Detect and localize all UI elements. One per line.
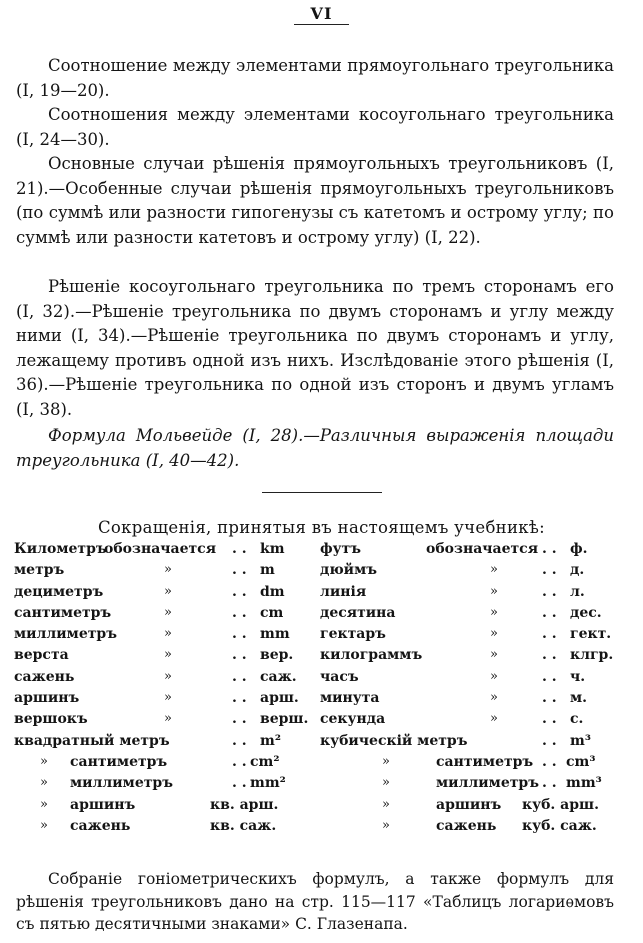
ditto-mark: »: [40, 796, 48, 812]
ditto-mark: »: [164, 690, 172, 706]
paragraph-oblique-triangle-relations: Соотношения между элементами косоугольнаго треугольника (I, 24—30).: [16, 105, 614, 149]
ditto-mark: »: [164, 626, 172, 642]
dots: . .: [232, 668, 247, 685]
unit-abbr: m²: [260, 732, 281, 749]
unit-name: метръ: [14, 562, 65, 579]
page-number: VI: [0, 4, 643, 23]
abbr-row: [14, 647, 619, 668]
unit-abbr: куб. арш.: [522, 796, 599, 813]
abbr-subrow: [14, 797, 619, 818]
dots: . .: [542, 690, 557, 707]
unit-abbr: dm: [260, 583, 285, 600]
abbr-row: [14, 690, 619, 711]
verb-label: обозначается: [426, 541, 539, 557]
unit-abbr: cm: [260, 604, 284, 621]
dots: . .: [542, 732, 557, 749]
ditto-mark: »: [490, 626, 498, 642]
square-metre-label: квадратный метръ: [14, 732, 170, 749]
unit-abbr: м.: [570, 690, 588, 707]
dots: . .: [232, 647, 247, 664]
dots: . .: [542, 668, 557, 685]
unit-name: вершокъ: [14, 711, 88, 728]
ditto-mark: »: [40, 753, 48, 769]
unit-name: аршинъ: [436, 796, 502, 813]
dots: . .: [232, 626, 247, 643]
dots: . .: [542, 541, 557, 557]
unit-name: линія: [320, 583, 367, 600]
unit-abbr: арш.: [260, 690, 299, 707]
unit-abbr: mm²: [250, 775, 286, 792]
ditto-mark: »: [382, 775, 390, 791]
unit-abbr: вер.: [260, 647, 294, 664]
unit-name: сантиметръ: [70, 753, 168, 770]
unit-name: минута: [320, 690, 380, 707]
abbr-row: [14, 562, 619, 583]
ditto-mark: »: [490, 583, 498, 599]
unit-abbr: cm³: [566, 753, 596, 770]
abbreviations-title: Сокращенія, принятыя въ настоящемъ учебникѣ:: [97, 518, 546, 537]
dots: . .: [232, 583, 247, 600]
ditto-mark: »: [490, 604, 498, 620]
ditto-mark: »: [164, 604, 172, 620]
dots: . .: [542, 583, 557, 600]
dots: . .: [542, 647, 557, 664]
ditto-mark: »: [490, 711, 498, 727]
abbr-subrow: [14, 775, 619, 796]
dots: . .: [542, 604, 557, 621]
ditto-mark: »: [490, 690, 498, 706]
unit-abbr: ф.: [570, 541, 588, 557]
ditto-mark: »: [164, 668, 172, 684]
ditto-mark: »: [164, 583, 172, 599]
dots: . .: [542, 775, 557, 792]
footnote-glazenap-tables: Собраніе гоніометрическихъ формулъ, а также формулъ для рѣшенія треугольниковъ дано на стр. 115—117 «Таблицъ логариѳмовъ съ пятью десятичными знаками» С. Глазенапа.: [16, 870, 614, 933]
unit-name: гектаръ: [320, 626, 386, 643]
ditto-mark: »: [40, 775, 48, 791]
abbr-row: [14, 584, 619, 605]
ditto-mark: »: [490, 647, 498, 663]
unit-name: аршинъ: [14, 690, 80, 707]
unit-abbr: л.: [570, 583, 585, 600]
abbr-row: [14, 669, 619, 690]
paragraph-mollweide-formula: Формула Мольвейде (I, 28).—Различныя выраженія площади треугольника (I, 40—42).: [16, 426, 614, 470]
verb-label: обозначается: [104, 541, 217, 557]
unit-abbr: верш.: [260, 711, 309, 728]
unit-abbr: mm³: [566, 775, 602, 792]
unit-name: килограммъ: [320, 647, 423, 664]
abbr-row-area-volume-head: [14, 733, 619, 754]
unit-name: сажень: [436, 817, 497, 834]
unit-name: сажень: [70, 817, 131, 834]
dots: . .: [232, 775, 247, 792]
dots: . .: [542, 626, 557, 643]
abbr-row: [14, 711, 619, 732]
unit-abbr: куб. саж.: [522, 817, 597, 834]
unit-name: десятина: [320, 604, 396, 621]
abbr-row: [14, 541, 619, 562]
unit-name: аршинъ: [70, 796, 136, 813]
unit-abbr: клгр.: [570, 647, 614, 664]
unit-name: футъ: [320, 541, 362, 557]
ditto-mark: »: [490, 562, 498, 578]
paragraph-right-triangle-cases: Основные случаи рѣшенія прямоугольныхъ треугольниковъ (I, 21).—Особенные случаи рѣшенія прямоугольныхъ треугольниковъ (по суммѣ или разности гипогенузы съ катетомъ и острому углу; по суммѣ или разности катетовъ и острому углу) (I, 22).: [16, 154, 614, 247]
abbr-subrow: [14, 754, 619, 775]
dots: . .: [232, 541, 247, 557]
cubic-metre-label: кубическій метръ: [320, 732, 468, 749]
dots: . .: [542, 753, 557, 770]
unit-abbr: кв. саж.: [210, 817, 277, 834]
unit-name: миллиметръ: [436, 775, 539, 792]
unit-name: сантиметръ: [14, 604, 112, 621]
paragraph-right-triangle-relations: Соотношение между элементами прямоугольнаго треугольника (I, 19—20).: [16, 56, 614, 100]
abbreviations-table: [14, 541, 619, 839]
dots: . .: [232, 753, 247, 770]
ditto-mark: »: [164, 711, 172, 727]
unit-name: часъ: [320, 668, 359, 685]
dots: . .: [542, 711, 557, 728]
abbr-row: [14, 605, 619, 626]
abbr-subrow: [14, 818, 619, 839]
ditto-mark: »: [40, 817, 48, 833]
paragraph-oblique-triangle-solutions: Рѣшеніе косоугольнаго треугольника по тремъ сторонамъ его (I, 32).—Рѣшеніе треугольника по двумъ сторонамъ и углу между ними (I, 34).—Рѣшеніе треугольника по двумъ сторонамъ и углу, лежащему противъ одной изъ нихъ. Изслѣдованіе этого рѣшенія (I, 36).—Рѣшеніе треугольника по одной изъ сторонъ и двумъ угламъ (I, 38).: [16, 277, 614, 419]
unit-abbr: mm: [260, 626, 290, 643]
unit-name: миллиметръ: [14, 626, 117, 643]
unit-name: секунда: [320, 711, 386, 728]
unit-abbr: гект.: [570, 626, 612, 643]
unit-abbr: km: [260, 541, 285, 557]
dots: . .: [232, 711, 247, 728]
unit-name: миллиметръ: [70, 775, 173, 792]
ditto-mark: »: [490, 668, 498, 684]
dots: . .: [232, 562, 247, 579]
dots: . .: [232, 732, 247, 749]
unit-abbr: m: [260, 562, 275, 579]
unit-abbr: cm²: [250, 753, 280, 770]
ditto-mark: »: [382, 796, 390, 812]
unit-abbr: саж.: [260, 668, 297, 685]
abbr-row: [14, 626, 619, 647]
unit-name: дециметръ: [14, 583, 104, 600]
section-divider: [262, 492, 382, 493]
dots: . .: [232, 604, 247, 621]
dots: . .: [542, 562, 557, 579]
unit-name: сантиметръ: [436, 753, 534, 770]
unit-abbr: д.: [570, 562, 585, 579]
unit-abbr: с.: [570, 711, 584, 728]
ditto-mark: »: [164, 562, 172, 578]
ditto-mark: »: [382, 753, 390, 769]
ditto-mark: »: [382, 817, 390, 833]
dots: . .: [232, 690, 247, 707]
unit-abbr: дес.: [570, 604, 602, 621]
unit-abbr: ч.: [570, 668, 586, 685]
unit-name: сажень: [14, 668, 75, 685]
unit-abbr: m³: [570, 732, 591, 749]
unit-name: дюймъ: [320, 562, 377, 579]
ditto-mark: »: [164, 647, 172, 663]
unit-name: верста: [14, 647, 69, 664]
unit-abbr: кв. арш.: [210, 796, 279, 813]
unit-name: Километръ: [14, 541, 107, 557]
